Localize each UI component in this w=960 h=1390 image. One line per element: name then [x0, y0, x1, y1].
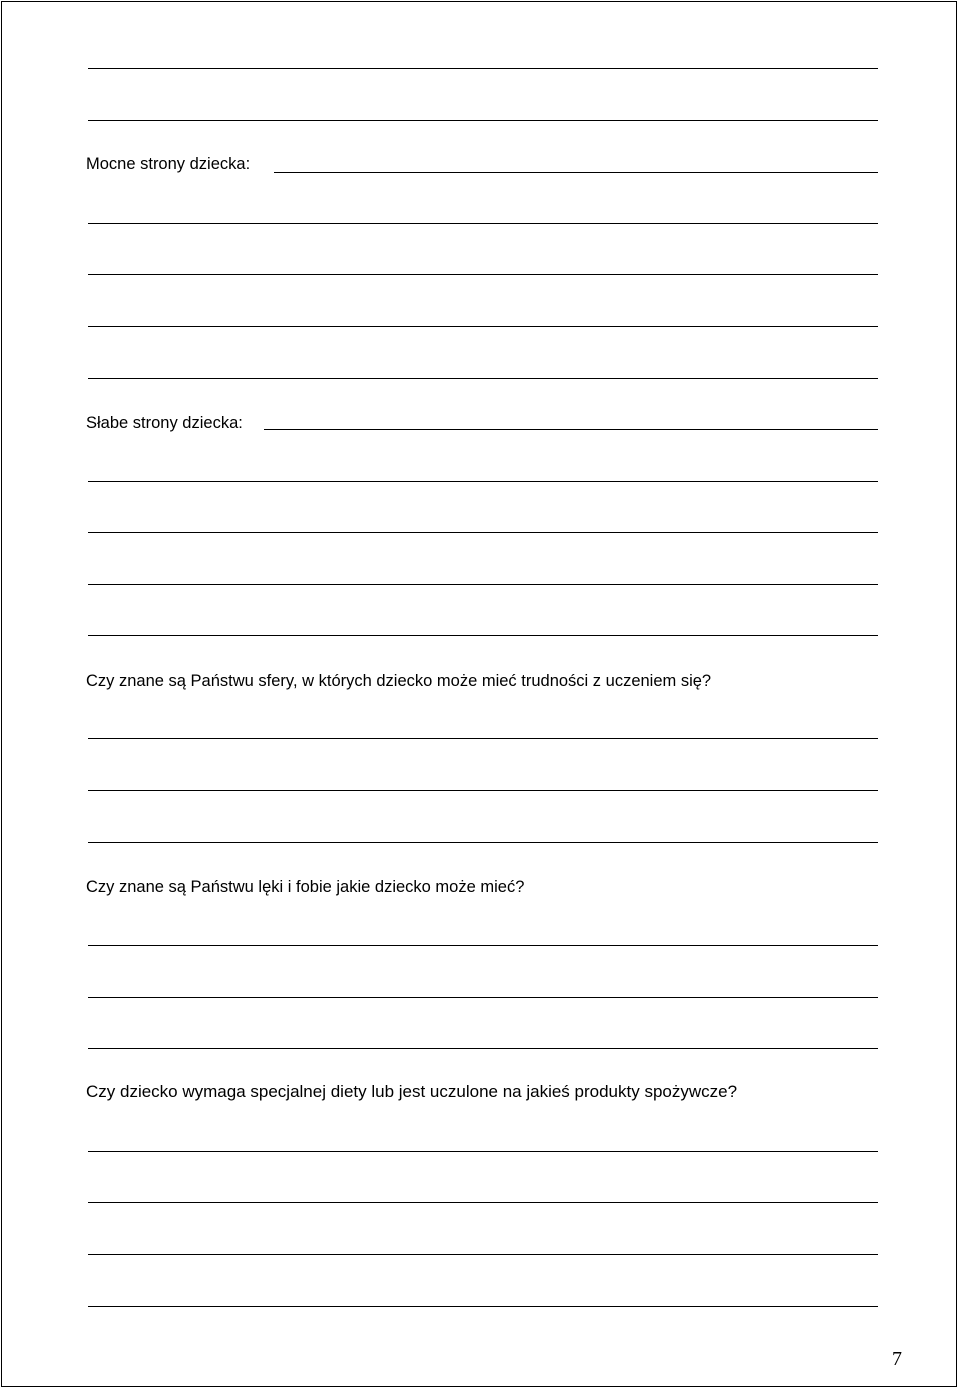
weaknesses-label: Słabe strony dziecka: — [86, 414, 243, 432]
answer-line[interactable] — [88, 223, 878, 224]
answer-line[interactable] — [88, 481, 878, 482]
answer-line[interactable] — [88, 945, 878, 946]
page-number: 7 — [892, 1348, 902, 1370]
answer-line[interactable] — [88, 378, 878, 379]
form-page — [1, 1, 957, 1387]
answer-line[interactable] — [88, 635, 878, 636]
answer-line[interactable] — [88, 790, 878, 791]
answer-line[interactable] — [88, 584, 878, 585]
strengths-inline-line[interactable] — [274, 172, 878, 173]
answer-line[interactable] — [88, 326, 878, 327]
answer-line[interactable] — [88, 997, 878, 998]
answer-line[interactable] — [88, 274, 878, 275]
answer-line[interactable] — [88, 532, 878, 533]
answer-line[interactable] — [88, 1048, 878, 1049]
answer-line[interactable] — [88, 1254, 878, 1255]
answer-line[interactable] — [88, 842, 878, 843]
weaknesses-inline-line[interactable] — [264, 429, 878, 430]
diet-question: Czy dziecko wymaga specjalnej diety lub jest uczulone na jakieś produkty spożywcze? — [86, 1082, 738, 1101]
strengths-label: Mocne strony dziecka: — [86, 155, 251, 173]
answer-line[interactable] — [88, 120, 878, 121]
learning-difficulties-question: Czy znane są Państwu sfery, w których dziecko może mieć trudności z uczeniem się? — [86, 672, 712, 690]
answer-line[interactable] — [88, 738, 878, 739]
answer-line[interactable] — [88, 1202, 878, 1203]
answer-line[interactable] — [88, 1306, 878, 1307]
answer-line[interactable] — [88, 1151, 878, 1152]
fears-question: Czy znane są Państwu lęki i fobie jakie dziecko może mieć? — [86, 878, 525, 896]
answer-line[interactable] — [88, 68, 878, 69]
